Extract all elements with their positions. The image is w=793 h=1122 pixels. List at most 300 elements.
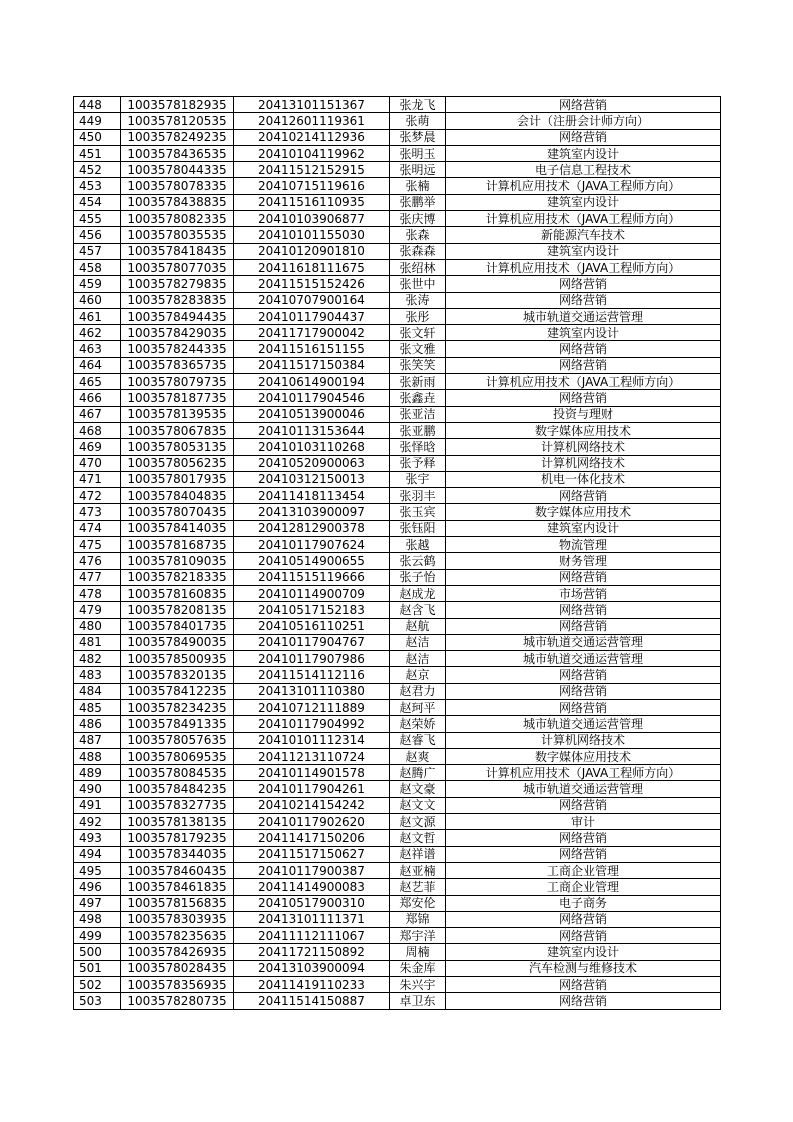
cell-name: 赵洁 <box>390 634 446 650</box>
cell-exam-id: 1003578079735 <box>121 374 234 390</box>
cell-name: 张羽丰 <box>390 488 446 504</box>
cell-seq-no: 466 <box>74 390 121 406</box>
cell-student-id: 20410516110251 <box>234 618 390 634</box>
cell-major: 网络营销 <box>446 928 721 944</box>
table-row <box>74 634 721 650</box>
cell-student-id: 20410712111889 <box>234 699 390 715</box>
cell-student-id: 20410517152183 <box>234 602 390 618</box>
table-row <box>74 471 721 487</box>
cell-seq-no: 475 <box>74 537 121 553</box>
cell-name: 张玉宾 <box>390 504 446 520</box>
cell-seq-no: 457 <box>74 243 121 259</box>
cell-name: 张子怡 <box>390 569 446 585</box>
cell-student-id: 20411512152915 <box>234 162 390 178</box>
cell-student-id: 20410614900194 <box>234 374 390 390</box>
cell-exam-id: 1003578401735 <box>121 618 234 634</box>
cell-seq-no: 456 <box>74 227 121 243</box>
cell-seq-no: 482 <box>74 651 121 667</box>
cell-seq-no: 486 <box>74 716 121 732</box>
cell-student-id: 20411515152426 <box>234 276 390 292</box>
cell-student-id: 20410117904992 <box>234 716 390 732</box>
cell-seq-no: 500 <box>74 944 121 960</box>
table-row <box>74 97 721 113</box>
table-row <box>74 162 721 178</box>
table-row <box>74 944 721 960</box>
cell-student-id: 20410513900046 <box>234 406 390 422</box>
cell-student-id: 20410117907986 <box>234 651 390 667</box>
cell-name: 赵祥谱 <box>390 846 446 862</box>
cell-major: 城市轨道交通运营管理 <box>446 781 721 797</box>
cell-seq-no: 473 <box>74 504 121 520</box>
cell-seq-no: 476 <box>74 553 121 569</box>
cell-seq-no: 462 <box>74 325 121 341</box>
cell-major: 会计（注册会计师方向） <box>446 113 721 129</box>
cell-name: 赵睿飞 <box>390 732 446 748</box>
table-row <box>74 325 721 341</box>
cell-student-id: 20411514112116 <box>234 667 390 683</box>
cell-major: 网络营销 <box>446 993 721 1009</box>
cell-major: 数字媒体应用技术 <box>446 422 721 438</box>
cell-seq-no: 448 <box>74 97 121 113</box>
cell-major: 网络营销 <box>446 276 721 292</box>
cell-major: 网络营销 <box>446 667 721 683</box>
cell-seq-no: 468 <box>74 422 121 438</box>
cell-exam-id: 1003578494435 <box>121 308 234 324</box>
table-row <box>74 537 721 553</box>
cell-exam-id: 1003578069535 <box>121 748 234 764</box>
cell-seq-no: 495 <box>74 862 121 878</box>
cell-exam-id: 1003578320135 <box>121 667 234 683</box>
cell-student-id: 20411516110935 <box>234 194 390 210</box>
table-row <box>74 911 721 927</box>
cell-exam-id: 1003578160835 <box>121 585 234 601</box>
cell-name: 赵京 <box>390 667 446 683</box>
table-row <box>74 928 721 944</box>
cell-exam-id: 1003578234235 <box>121 699 234 715</box>
cell-major: 城市轨道交通运营管理 <box>446 716 721 732</box>
table-row <box>74 553 721 569</box>
cell-exam-id: 1003578429035 <box>121 325 234 341</box>
cell-major: 工商企业管理 <box>446 862 721 878</box>
cell-seq-no: 470 <box>74 455 121 471</box>
cell-exam-id: 1003578078335 <box>121 178 234 194</box>
cell-name: 张予释 <box>390 455 446 471</box>
table-row <box>74 308 721 324</box>
cell-name: 张涛 <box>390 292 446 308</box>
cell-exam-id: 1003578356935 <box>121 977 234 993</box>
cell-student-id: 20413101111371 <box>234 911 390 927</box>
table-row <box>74 569 721 585</box>
cell-exam-id: 1003578056235 <box>121 455 234 471</box>
cell-student-id: 20411717900042 <box>234 325 390 341</box>
table-row <box>74 748 721 764</box>
cell-name: 赵文豪 <box>390 781 446 797</box>
cell-seq-no: 453 <box>74 178 121 194</box>
cell-exam-id: 1003578418435 <box>121 243 234 259</box>
cell-student-id: 20410312150013 <box>234 471 390 487</box>
cell-seq-no: 461 <box>74 308 121 324</box>
cell-name: 张怿晗 <box>390 439 446 455</box>
cell-name: 张亚鹏 <box>390 422 446 438</box>
cell-seq-no: 489 <box>74 765 121 781</box>
cell-major: 计算机应用技术（JAVA工程师方向） <box>446 211 721 227</box>
cell-exam-id: 1003578138135 <box>121 814 234 830</box>
cell-exam-id: 1003578082335 <box>121 211 234 227</box>
cell-major: 网络营销 <box>446 830 721 846</box>
cell-student-id: 20410101155030 <box>234 227 390 243</box>
cell-seq-no: 474 <box>74 520 121 536</box>
cell-major: 网络营销 <box>446 618 721 634</box>
table-row <box>74 259 721 275</box>
cell-major: 计算机应用技术（JAVA工程师方向） <box>446 259 721 275</box>
cell-student-id: 20411414900083 <box>234 879 390 895</box>
cell-name: 赵含飞 <box>390 602 446 618</box>
cell-name: 赵成龙 <box>390 585 446 601</box>
cell-name: 张钰阳 <box>390 520 446 536</box>
cell-major: 网络营销 <box>446 357 721 373</box>
table-row <box>74 879 721 895</box>
cell-student-id: 20413101110380 <box>234 683 390 699</box>
cell-exam-id: 1003578414035 <box>121 520 234 536</box>
cell-name: 张越 <box>390 537 446 553</box>
table-row <box>74 488 721 504</box>
cell-major: 财务管理 <box>446 553 721 569</box>
cell-student-id: 20410103110268 <box>234 439 390 455</box>
cell-seq-no: 502 <box>74 977 121 993</box>
cell-major: 城市轨道交通运营管理 <box>446 634 721 650</box>
cell-name: 张梦晨 <box>390 129 446 145</box>
cell-seq-no: 463 <box>74 341 121 357</box>
cell-exam-id: 1003578436535 <box>121 145 234 161</box>
cell-student-id: 20410117900387 <box>234 862 390 878</box>
cell-student-id: 20411516151155 <box>234 341 390 357</box>
cell-major: 审计 <box>446 814 721 830</box>
cell-student-id: 20411417150206 <box>234 830 390 846</box>
cell-name: 周楠 <box>390 944 446 960</box>
cell-major: 计算机应用技术（JAVA工程师方向） <box>446 178 721 194</box>
cell-exam-id: 1003578156835 <box>121 895 234 911</box>
cell-exam-id: 1003578035535 <box>121 227 234 243</box>
cell-student-id: 20411213110724 <box>234 748 390 764</box>
cell-seq-no: 487 <box>74 732 121 748</box>
cell-seq-no: 496 <box>74 879 121 895</box>
cell-exam-id: 1003578182935 <box>121 97 234 113</box>
cell-student-id: 20411112111067 <box>234 928 390 944</box>
cell-exam-id: 1003578484235 <box>121 781 234 797</box>
cell-student-id: 20410101112314 <box>234 732 390 748</box>
table-row <box>74 797 721 813</box>
cell-exam-id: 1003578280735 <box>121 993 234 1009</box>
cell-major: 网络营销 <box>446 683 721 699</box>
cell-seq-no: 467 <box>74 406 121 422</box>
cell-major: 投资与理财 <box>446 406 721 422</box>
cell-major: 数字媒体应用技术 <box>446 748 721 764</box>
cell-student-id: 20411514150887 <box>234 993 390 1009</box>
cell-student-id: 20410520900063 <box>234 455 390 471</box>
cell-exam-id: 1003578490035 <box>121 634 234 650</box>
cell-exam-id: 1003578283835 <box>121 292 234 308</box>
cell-major: 建筑室内设计 <box>446 325 721 341</box>
cell-exam-id: 1003578070435 <box>121 504 234 520</box>
table-row <box>74 145 721 161</box>
cell-name: 张森森 <box>390 243 446 259</box>
cell-major: 网络营销 <box>446 97 721 113</box>
cell-major: 网络营销 <box>446 797 721 813</box>
cell-name: 赵爽 <box>390 748 446 764</box>
cell-seq-no: 479 <box>74 602 121 618</box>
cell-seq-no: 459 <box>74 276 121 292</box>
cell-name: 赵腾广 <box>390 765 446 781</box>
cell-name: 赵荣娇 <box>390 716 446 732</box>
cell-seq-no: 472 <box>74 488 121 504</box>
table-row <box>74 276 721 292</box>
cell-exam-id: 1003578077035 <box>121 259 234 275</box>
table-row <box>74 520 721 536</box>
table-row <box>74 781 721 797</box>
cell-name: 赵洁 <box>390 651 446 667</box>
cell-exam-id: 1003578426935 <box>121 944 234 960</box>
cell-exam-id: 1003578500935 <box>121 651 234 667</box>
table-row <box>74 862 721 878</box>
cell-name: 张萌 <box>390 113 446 129</box>
cell-name: 张世中 <box>390 276 446 292</box>
cell-student-id: 20412601119361 <box>234 113 390 129</box>
cell-name: 卓卫东 <box>390 993 446 1009</box>
cell-name: 张鑫垚 <box>390 390 446 406</box>
cell-seq-no: 481 <box>74 634 121 650</box>
cell-major: 建筑室内设计 <box>446 194 721 210</box>
table-row <box>74 341 721 357</box>
cell-student-id: 20411419110233 <box>234 977 390 993</box>
table-row <box>74 357 721 373</box>
cell-major: 计算机应用技术（JAVA工程师方向） <box>446 374 721 390</box>
cell-exam-id: 1003578491335 <box>121 716 234 732</box>
cell-exam-id: 1003578344035 <box>121 846 234 862</box>
cell-name: 张森 <box>390 227 446 243</box>
cell-exam-id: 1003578179235 <box>121 830 234 846</box>
table-row <box>74 683 721 699</box>
cell-seq-no: 469 <box>74 439 121 455</box>
cell-name: 张鹏举 <box>390 194 446 210</box>
cell-name: 张文雅 <box>390 341 446 357</box>
table-row <box>74 830 721 846</box>
cell-student-id: 20410117904546 <box>234 390 390 406</box>
table-row <box>74 960 721 976</box>
cell-major: 建筑室内设计 <box>446 145 721 161</box>
cell-seq-no: 499 <box>74 928 121 944</box>
cell-exam-id: 1003578187735 <box>121 390 234 406</box>
cell-name: 赵君力 <box>390 683 446 699</box>
table-row <box>74 194 721 210</box>
cell-exam-id: 1003578235635 <box>121 928 234 944</box>
table-row <box>74 895 721 911</box>
cell-student-id: 20410114900709 <box>234 585 390 601</box>
cell-student-id: 20410117904437 <box>234 308 390 324</box>
cell-major: 网络营销 <box>446 129 721 145</box>
cell-major: 网络营销 <box>446 846 721 862</box>
cell-student-id: 20410707900164 <box>234 292 390 308</box>
cell-student-id: 20410103906877 <box>234 211 390 227</box>
table-row <box>74 699 721 715</box>
cell-exam-id: 1003578279835 <box>121 276 234 292</box>
cell-name: 张笑笑 <box>390 357 446 373</box>
cell-seq-no: 450 <box>74 129 121 145</box>
table-row <box>74 618 721 634</box>
cell-name: 张龙飞 <box>390 97 446 113</box>
cell-exam-id: 1003578120535 <box>121 113 234 129</box>
table-row <box>74 113 721 129</box>
cell-student-id: 20412812900378 <box>234 520 390 536</box>
cell-name: 赵文哲 <box>390 830 446 846</box>
cell-major: 网络营销 <box>446 569 721 585</box>
cell-major: 网络营销 <box>446 390 721 406</box>
cell-seq-no: 488 <box>74 748 121 764</box>
table-row <box>74 602 721 618</box>
cell-seq-no: 471 <box>74 471 121 487</box>
cell-student-id: 20411721150892 <box>234 944 390 960</box>
cell-major: 计算机网络技术 <box>446 439 721 455</box>
cell-major: 工商企业管理 <box>446 879 721 895</box>
table-row <box>74 374 721 390</box>
cell-exam-id: 1003578053135 <box>121 439 234 455</box>
cell-exam-id: 1003578139535 <box>121 406 234 422</box>
cell-seq-no: 454 <box>74 194 121 210</box>
cell-student-id: 20410517900310 <box>234 895 390 911</box>
cell-name: 张亚洁 <box>390 406 446 422</box>
cell-student-id: 20410120901810 <box>234 243 390 259</box>
cell-exam-id: 1003578168735 <box>121 537 234 553</box>
cell-name: 张绍林 <box>390 259 446 275</box>
cell-exam-id: 1003578327735 <box>121 797 234 813</box>
cell-name: 郑宇洋 <box>390 928 446 944</box>
table-row <box>74 211 721 227</box>
cell-seq-no: 483 <box>74 667 121 683</box>
cell-name: 朱兴宇 <box>390 977 446 993</box>
cell-seq-no: 452 <box>74 162 121 178</box>
table-row <box>74 765 721 781</box>
cell-exam-id: 1003578461835 <box>121 879 234 895</box>
cell-exam-id: 1003578249235 <box>121 129 234 145</box>
table-row <box>74 977 721 993</box>
cell-major: 建筑室内设计 <box>446 243 721 259</box>
cell-exam-id: 1003578057635 <box>121 732 234 748</box>
table-row <box>74 846 721 862</box>
table-row <box>74 993 721 1009</box>
cell-major: 计算机网络技术 <box>446 732 721 748</box>
cell-seq-no: 449 <box>74 113 121 129</box>
cell-seq-no: 460 <box>74 292 121 308</box>
cell-major: 城市轨道交通运营管理 <box>446 308 721 324</box>
table-row <box>74 651 721 667</box>
cell-name: 赵文源 <box>390 814 446 830</box>
cell-name: 张庆博 <box>390 211 446 227</box>
cell-major: 网络营销 <box>446 699 721 715</box>
cell-student-id: 20410117904767 <box>234 634 390 650</box>
cell-student-id: 20410117907624 <box>234 537 390 553</box>
cell-exam-id: 1003578412235 <box>121 683 234 699</box>
cell-seq-no: 485 <box>74 699 121 715</box>
cell-student-id: 20413101151367 <box>234 97 390 113</box>
cell-exam-id: 1003578218335 <box>121 569 234 585</box>
cell-major: 计算机应用技术（JAVA工程师方向） <box>446 765 721 781</box>
cell-major: 网络营销 <box>446 292 721 308</box>
cell-name: 张楠 <box>390 178 446 194</box>
cell-name: 朱金库 <box>390 960 446 976</box>
cell-seq-no: 493 <box>74 830 121 846</box>
table-row <box>74 585 721 601</box>
cell-major: 网络营销 <box>446 341 721 357</box>
table-row <box>74 129 721 145</box>
cell-name: 张文轩 <box>390 325 446 341</box>
cell-seq-no: 494 <box>74 846 121 862</box>
cell-student-id: 20411618111675 <box>234 259 390 275</box>
cell-major: 汽车检测与维修技术 <box>446 960 721 976</box>
table-row <box>74 732 721 748</box>
cell-student-id: 20410214154242 <box>234 797 390 813</box>
cell-major: 电子商务 <box>446 895 721 911</box>
cell-seq-no: 451 <box>74 145 121 161</box>
cell-name: 张宇 <box>390 471 446 487</box>
cell-seq-no: 497 <box>74 895 121 911</box>
cell-student-id: 20410104119962 <box>234 145 390 161</box>
cell-seq-no: 478 <box>74 585 121 601</box>
cell-seq-no: 492 <box>74 814 121 830</box>
cell-student-id: 20411515119666 <box>234 569 390 585</box>
cell-major: 电子信息工程技术 <box>446 162 721 178</box>
cell-student-id: 20413103900097 <box>234 504 390 520</box>
cell-exam-id: 1003578044335 <box>121 162 234 178</box>
cell-seq-no: 458 <box>74 259 121 275</box>
table-row <box>74 292 721 308</box>
cell-exam-id: 1003578067835 <box>121 422 234 438</box>
cell-name: 张彤 <box>390 308 446 324</box>
cell-seq-no: 498 <box>74 911 121 927</box>
cell-student-id: 20413103900094 <box>234 960 390 976</box>
cell-major: 计算机网络技术 <box>446 455 721 471</box>
cell-seq-no: 490 <box>74 781 121 797</box>
cell-major: 网络营销 <box>446 488 721 504</box>
table-row <box>74 406 721 422</box>
cell-student-id: 20411418113454 <box>234 488 390 504</box>
cell-seq-no: 465 <box>74 374 121 390</box>
cell-student-id: 20410715119616 <box>234 178 390 194</box>
cell-exam-id: 1003578084535 <box>121 765 234 781</box>
cell-name: 赵珂平 <box>390 699 446 715</box>
cell-name: 赵航 <box>390 618 446 634</box>
cell-major: 数字媒体应用技术 <box>446 504 721 520</box>
student-table <box>73 96 721 1010</box>
table-row <box>74 178 721 194</box>
table-row <box>74 716 721 732</box>
table-row <box>74 422 721 438</box>
cell-seq-no: 455 <box>74 211 121 227</box>
table-row <box>74 439 721 455</box>
cell-student-id: 20410214112936 <box>234 129 390 145</box>
cell-name: 赵文文 <box>390 797 446 813</box>
cell-major: 网络营销 <box>446 602 721 618</box>
cell-student-id: 20410117902620 <box>234 814 390 830</box>
table-row <box>74 814 721 830</box>
cell-seq-no: 484 <box>74 683 121 699</box>
table-body <box>74 97 721 1010</box>
cell-seq-no: 501 <box>74 960 121 976</box>
cell-seq-no: 477 <box>74 569 121 585</box>
cell-exam-id: 1003578460435 <box>121 862 234 878</box>
cell-name: 张云鹤 <box>390 553 446 569</box>
table-row <box>74 504 721 520</box>
cell-exam-id: 1003578017935 <box>121 471 234 487</box>
cell-student-id: 20410514900655 <box>234 553 390 569</box>
